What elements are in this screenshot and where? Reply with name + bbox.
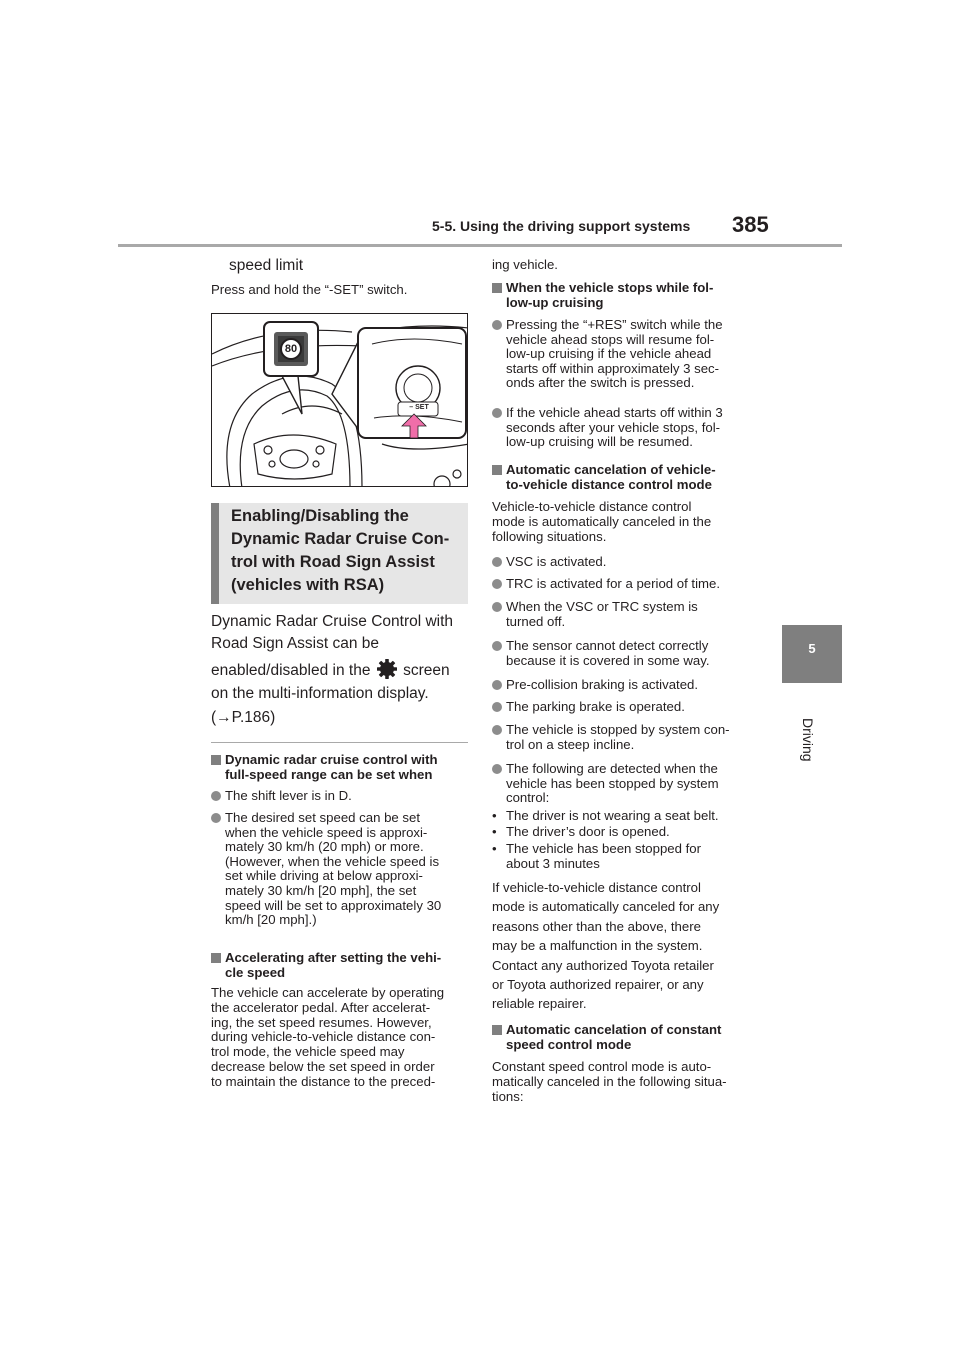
- three-sec-line: seconds after your vehicle stops, fol-: [506, 419, 721, 435]
- constant-line: tions:: [492, 1088, 524, 1104]
- incline-line: The vehicle is stopped by system con-: [506, 722, 730, 737]
- sensor-line: because it is covered in some way.: [506, 652, 710, 668]
- bullet-sensor: [492, 639, 710, 668]
- bullet-steep-incline: [492, 723, 730, 752]
- res-line: Pressing the “+RES” switch while the: [506, 317, 723, 332]
- stopped-line: • The vehicle has been stopped for: [506, 841, 702, 856]
- stop-heading-line2: low-up cruising: [506, 295, 604, 310]
- chapter-label: Driving: [800, 718, 816, 762]
- steering-wheel-illustration: [211, 313, 468, 487]
- constant-line: Constant speed control mode is auto-: [492, 1059, 712, 1074]
- desired-line: when the vehicle speed is approxi-: [225, 824, 428, 840]
- bullet-res-switch: [492, 318, 723, 391]
- section-heading-line3: trol with Road Sign Assist: [231, 553, 435, 571]
- sensor-line: The sensor cannot detect correctly: [506, 638, 709, 653]
- accel-line: ing, the set speed resumes. However,: [211, 1014, 432, 1030]
- speed-limit-line: speed limit: [229, 257, 304, 274]
- intro-page-ref[interactable]: (→P.186): [211, 709, 276, 726]
- three-sec-line: If the vehicle ahead starts off within 3: [506, 405, 723, 420]
- desired-line: The desired set speed can be set: [225, 810, 421, 825]
- bullet-shift-lever: The shift lever is in D.: [211, 789, 352, 804]
- speed-sign-value: 80: [284, 343, 298, 355]
- bullet-precollision: Pre-collision braking is activated.: [492, 678, 698, 693]
- full-speed-heading: [211, 752, 438, 782]
- constant-body: [492, 1060, 727, 1104]
- steering-wheel-drawing: [212, 314, 468, 487]
- res-line: starts off within approximately 3 sec-: [506, 360, 720, 376]
- stop-heading-line1: When the vehicle stops while fol-: [506, 280, 714, 295]
- constant-heading-line2: speed control mode: [506, 1037, 632, 1052]
- malfunction-line: Contact any authorized Toyota retailer: [492, 957, 714, 973]
- chapter-tab[interactable]: [782, 625, 842, 683]
- accel-line: decrease below the set speed in order: [211, 1058, 435, 1074]
- gear-icon: [377, 659, 397, 679]
- malfunction-line: may be a malfunction in the system.: [492, 938, 703, 954]
- sub-dot-stopped: [492, 842, 701, 871]
- malfunction-line: reasons other than the above, there: [492, 918, 701, 934]
- intro-line3: [211, 659, 450, 682]
- press-hold-text: Press and hold the “-SET” switch.: [211, 282, 408, 297]
- intro-line3-before: enabled/disabled in the: [211, 662, 371, 679]
- bullet-trc: TRC is activated for a period of time.: [492, 577, 720, 592]
- section-heading-line2: Dynamic Radar Cruise Con-: [231, 530, 450, 548]
- constant-line: matically canceled in the following situa-: [492, 1073, 727, 1089]
- malfunction-line: mode is automatically canceled for any: [492, 899, 720, 915]
- section-heading-line1: Enabling/Disabling the: [231, 507, 409, 525]
- detected-line: control:: [506, 790, 550, 806]
- accel-heading: [211, 950, 441, 980]
- section-title: 5-5. Using the driving support systems: [432, 218, 691, 234]
- desired-line: (However, when the vehicle speed is: [225, 853, 440, 869]
- detected-line: vehicle has been stopped by system: [506, 775, 719, 791]
- full-speed-heading-line1: Dynamic radar cruise control with: [225, 752, 438, 767]
- detected-line: The following are detected when the: [506, 761, 718, 776]
- auto-cancel-line: Vehicle-to-vehicle distance control: [492, 499, 692, 514]
- accel-body: [211, 986, 444, 1090]
- bullet-vsc: VSC is activated.: [492, 555, 606, 570]
- sub-dot-door: • The driver’s door is opened.: [492, 825, 670, 840]
- set-switch-label: – SET: [409, 404, 429, 411]
- three-sec-line: low-up cruising will be resumed.: [506, 434, 693, 450]
- constant-heading-line1: Automatic cancelation of constant: [506, 1022, 722, 1037]
- intro-line3-after: screen: [403, 662, 450, 679]
- accel-line: The vehicle can accelerate by operating: [211, 985, 445, 1000]
- bullet-detected: [492, 762, 719, 806]
- desired-line: km/h [20 mph].): [225, 912, 317, 928]
- section-heading-box: [211, 503, 468, 604]
- sub-dot-seat-belt: • The driver is not wearing a seat belt.: [492, 809, 719, 824]
- bullet-desired-speed: [211, 811, 441, 928]
- accel-heading-line1: Accelerating after setting the vehi-: [225, 950, 442, 965]
- accel-line: trol mode, the vehicle speed may: [211, 1044, 405, 1060]
- res-line: onds after the switch is pressed.: [506, 375, 695, 391]
- page-number: 385: [732, 212, 769, 237]
- malfunction-line: or Toyota authorized repairer, or any: [492, 977, 704, 993]
- bullet-three-seconds: [492, 406, 723, 450]
- section-heading-line4: (vehicles with RSA): [231, 576, 385, 594]
- accel-line: during vehicle-to-vehicle distance con-: [211, 1029, 436, 1045]
- desired-line: set while driving at below approxi-: [225, 868, 423, 884]
- auto-cancel-line: following situations.: [492, 528, 607, 544]
- auto-cancel-heading: [492, 462, 716, 492]
- constant-heading: [492, 1022, 721, 1052]
- bullet-vsc-trc-off: [492, 600, 698, 629]
- auto-cancel-body: [492, 500, 711, 544]
- accel-line: the accelerator pedal. After accelerat-: [211, 999, 431, 1015]
- continuation-text: ing vehicle.: [492, 257, 558, 272]
- malfunction-body: [492, 878, 719, 1014]
- desired-line: mately 30 km/h [20 mph], the set: [225, 882, 417, 898]
- malfunction-line: reliable repairer.: [492, 996, 587, 1012]
- off-line: turned off.: [506, 613, 566, 629]
- intro-line2: Road Sign Assist can be: [211, 635, 380, 652]
- auto-cancel-heading-line1: Automatic cancelation of vehicle-: [506, 462, 716, 477]
- header-rule: [118, 244, 842, 247]
- separator-rule: [211, 742, 468, 743]
- auto-cancel-line: mode is automatically canceled in the: [492, 513, 712, 529]
- intro-line1: Dynamic Radar Cruise Control with: [211, 613, 454, 630]
- stop-heading: [492, 280, 713, 310]
- desired-line: mately 30 km/h (20 mph) or more.: [225, 839, 424, 855]
- intro-line4: on the multi-information display.: [211, 685, 429, 702]
- accel-line: to maintain the distance to the preced-: [211, 1073, 436, 1089]
- full-speed-heading-line2: full-speed range can be set when: [225, 767, 433, 782]
- res-line: vehicle ahead stops will resume fol-: [506, 331, 715, 347]
- res-line: low-up cruising if the vehicle ahead: [506, 346, 712, 362]
- auto-cancel-heading-line2: to-vehicle distance control mode: [506, 477, 712, 492]
- bullet-parking-brake: The parking brake is operated.: [492, 700, 685, 715]
- accel-heading-line2: cle speed: [225, 965, 286, 980]
- desired-line: speed will be set to approximately 30: [225, 897, 442, 913]
- incline-line: trol on a steep incline.: [506, 736, 635, 752]
- malfunction-line: If vehicle-to-vehicle distance control: [492, 880, 701, 895]
- stopped-line: about 3 minutes: [506, 855, 600, 871]
- off-line: When the VSC or TRC system is: [506, 599, 698, 614]
- chapter-number: 5: [808, 641, 816, 656]
